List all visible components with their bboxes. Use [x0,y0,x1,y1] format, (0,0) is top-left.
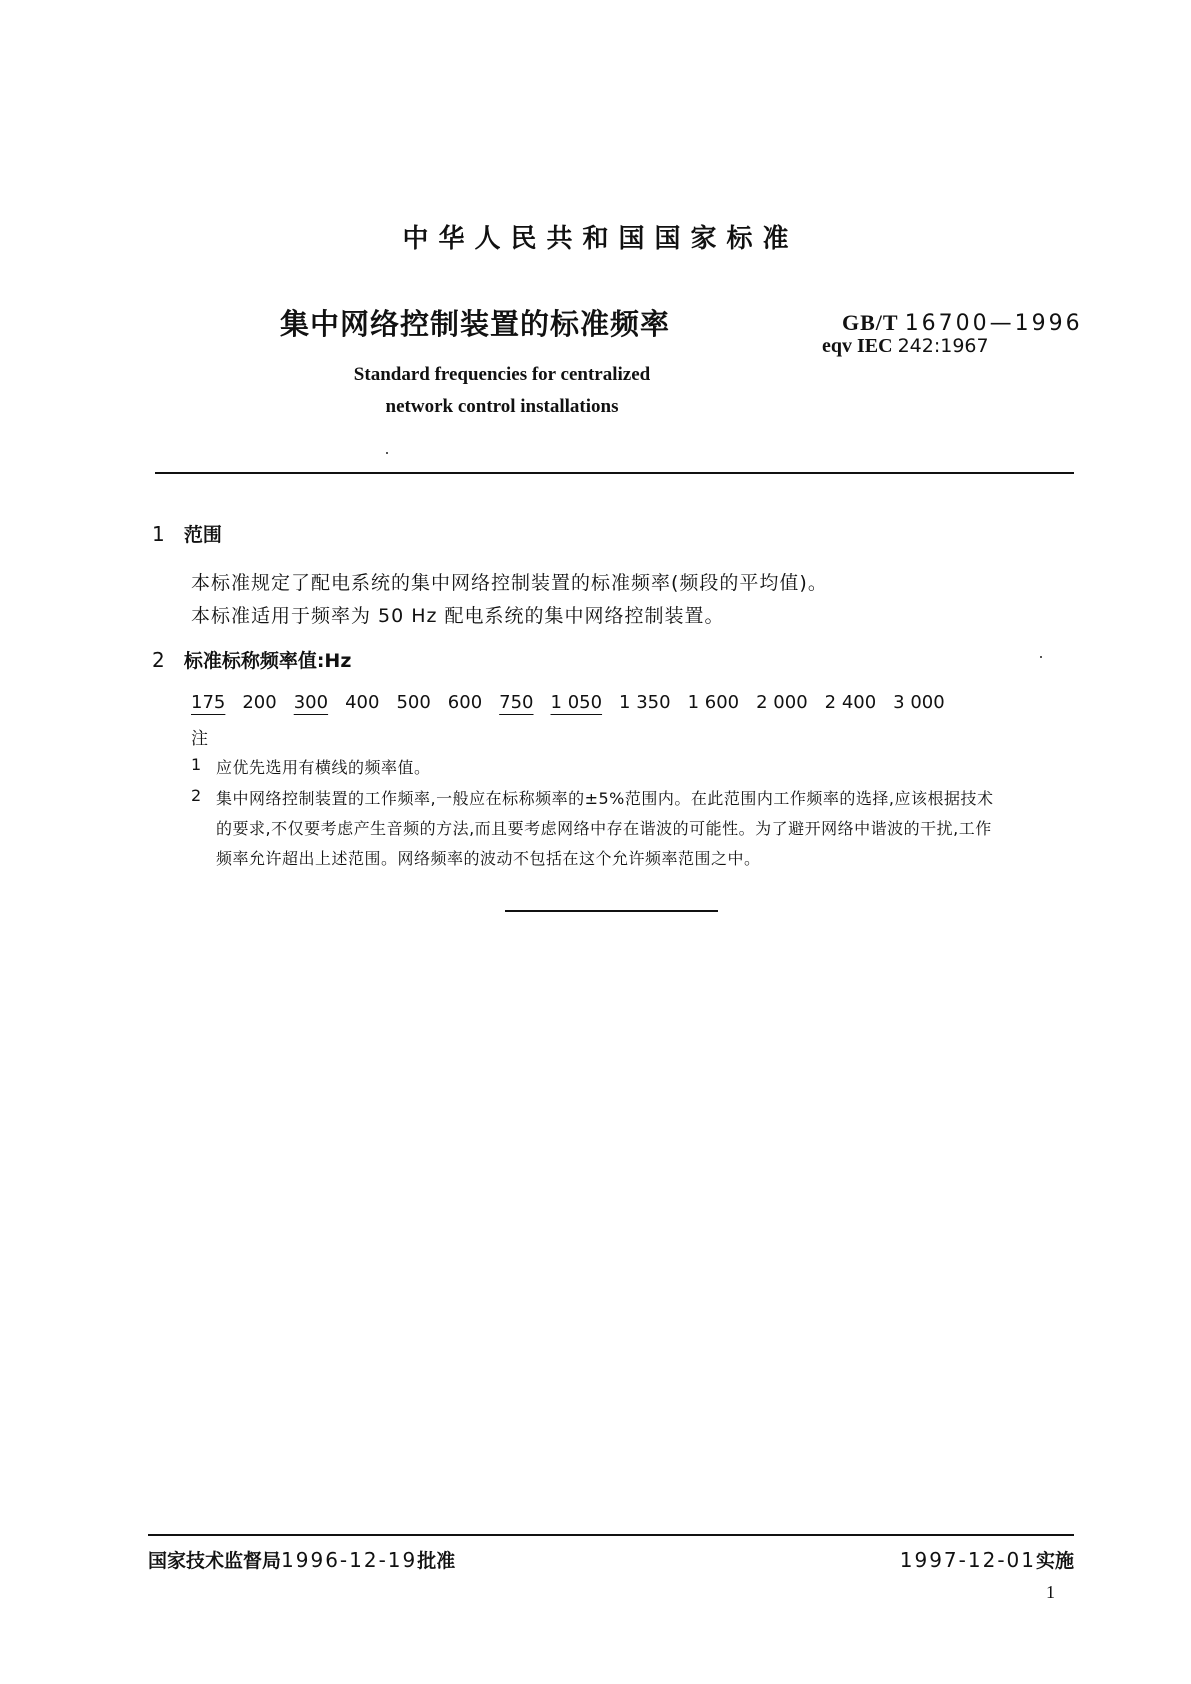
national-standard-heading: 中华人民共和国国家标准 [402,224,799,254]
note-1-number: 1 [191,755,202,774]
footer-rule [148,1534,1074,1536]
scan-speck [386,452,388,454]
note-2-line-1: 集中网络控制装置的工作频率,一般应在标称频率的±5%范围内。在此范围内工作频率的选择,应该根据技术 [216,789,994,808]
frequency-value: 2 400 [824,692,877,713]
frequency-value: 1 350 [619,692,671,713]
frequency-value: 600 [447,692,483,713]
frequency-value: 3 000 [893,692,945,713]
note-1-text: 应优先选用有横线的频率值。 [216,758,431,777]
document-title-cn: 集中网络控制装置的标准频率 [280,307,671,341]
section-1-heading [152,520,222,547]
equivalent-prefix: eqv IEC [822,335,893,357]
frequency-value: 1 050 [550,692,603,713]
section-2-number: 2 [152,648,165,672]
equivalent-standard [822,335,989,358]
section-1-number: 1 [152,522,165,546]
section-1-title: 范围 [183,524,222,546]
frequency-value: 300 [293,692,329,713]
note-2-number: 2 [191,786,202,805]
document-title-en-line2: network control installations [385,396,619,417]
section-2-title: 标准标称频率值:Hz [183,650,352,672]
equivalent-code: 242:1967 [897,335,989,357]
frequency-value: 400 [345,692,380,713]
standard-prefix: GB/T [842,310,899,335]
approval-info [148,1546,455,1573]
page-number: 1 [1046,1582,1055,1602]
frequency-value: 2 000 [756,692,808,713]
standard-number [842,310,1083,336]
section-2-heading [152,646,351,673]
notes-label: 注 [191,729,208,749]
effective-date: 1997-12-01 [899,1548,1036,1572]
section-1-paragraph-2: 本标准适用于频率为 50 Hz 配电系统的集中网络控制装置。 [191,605,725,627]
document-title-en-line1: Standard frequencies for centralized [353,364,651,385]
section-1-paragraph-1: 本标准规定了配电系统的集中网络控制装置的标准频率(频段的平均值)。 [191,572,828,594]
note-2-line-2: 的要求,不仅要考虑产生音频的方法,而且要考虑网络中存在谐波的可能性。为了避开网络中谐波的干扰,工作 [216,819,992,838]
note-2-line-3: 频率允许超出上述范围。网络频率的波动不包括在这个允许频率范围之中。 [216,849,761,868]
frequency-value: 750 [499,692,534,713]
approval-suffix: 批准 [417,1550,456,1572]
frequency-list [191,692,962,713]
frequency-value: 1 600 [687,692,740,713]
approval-date: 1996-12-19 [281,1548,418,1572]
header-rule [155,472,1074,474]
effective-info [900,1546,1074,1573]
scan-speck [1040,656,1042,658]
frequency-value: 175 [191,692,226,713]
standard-code: 16700—1996 [904,311,1083,336]
frequency-value: 500 [396,692,431,713]
frequency-value: 200 [242,692,277,713]
end-rule [505,910,718,912]
effective-suffix: 实施 [1035,1550,1074,1572]
approval-org: 国家技术监督局 [148,1550,282,1572]
